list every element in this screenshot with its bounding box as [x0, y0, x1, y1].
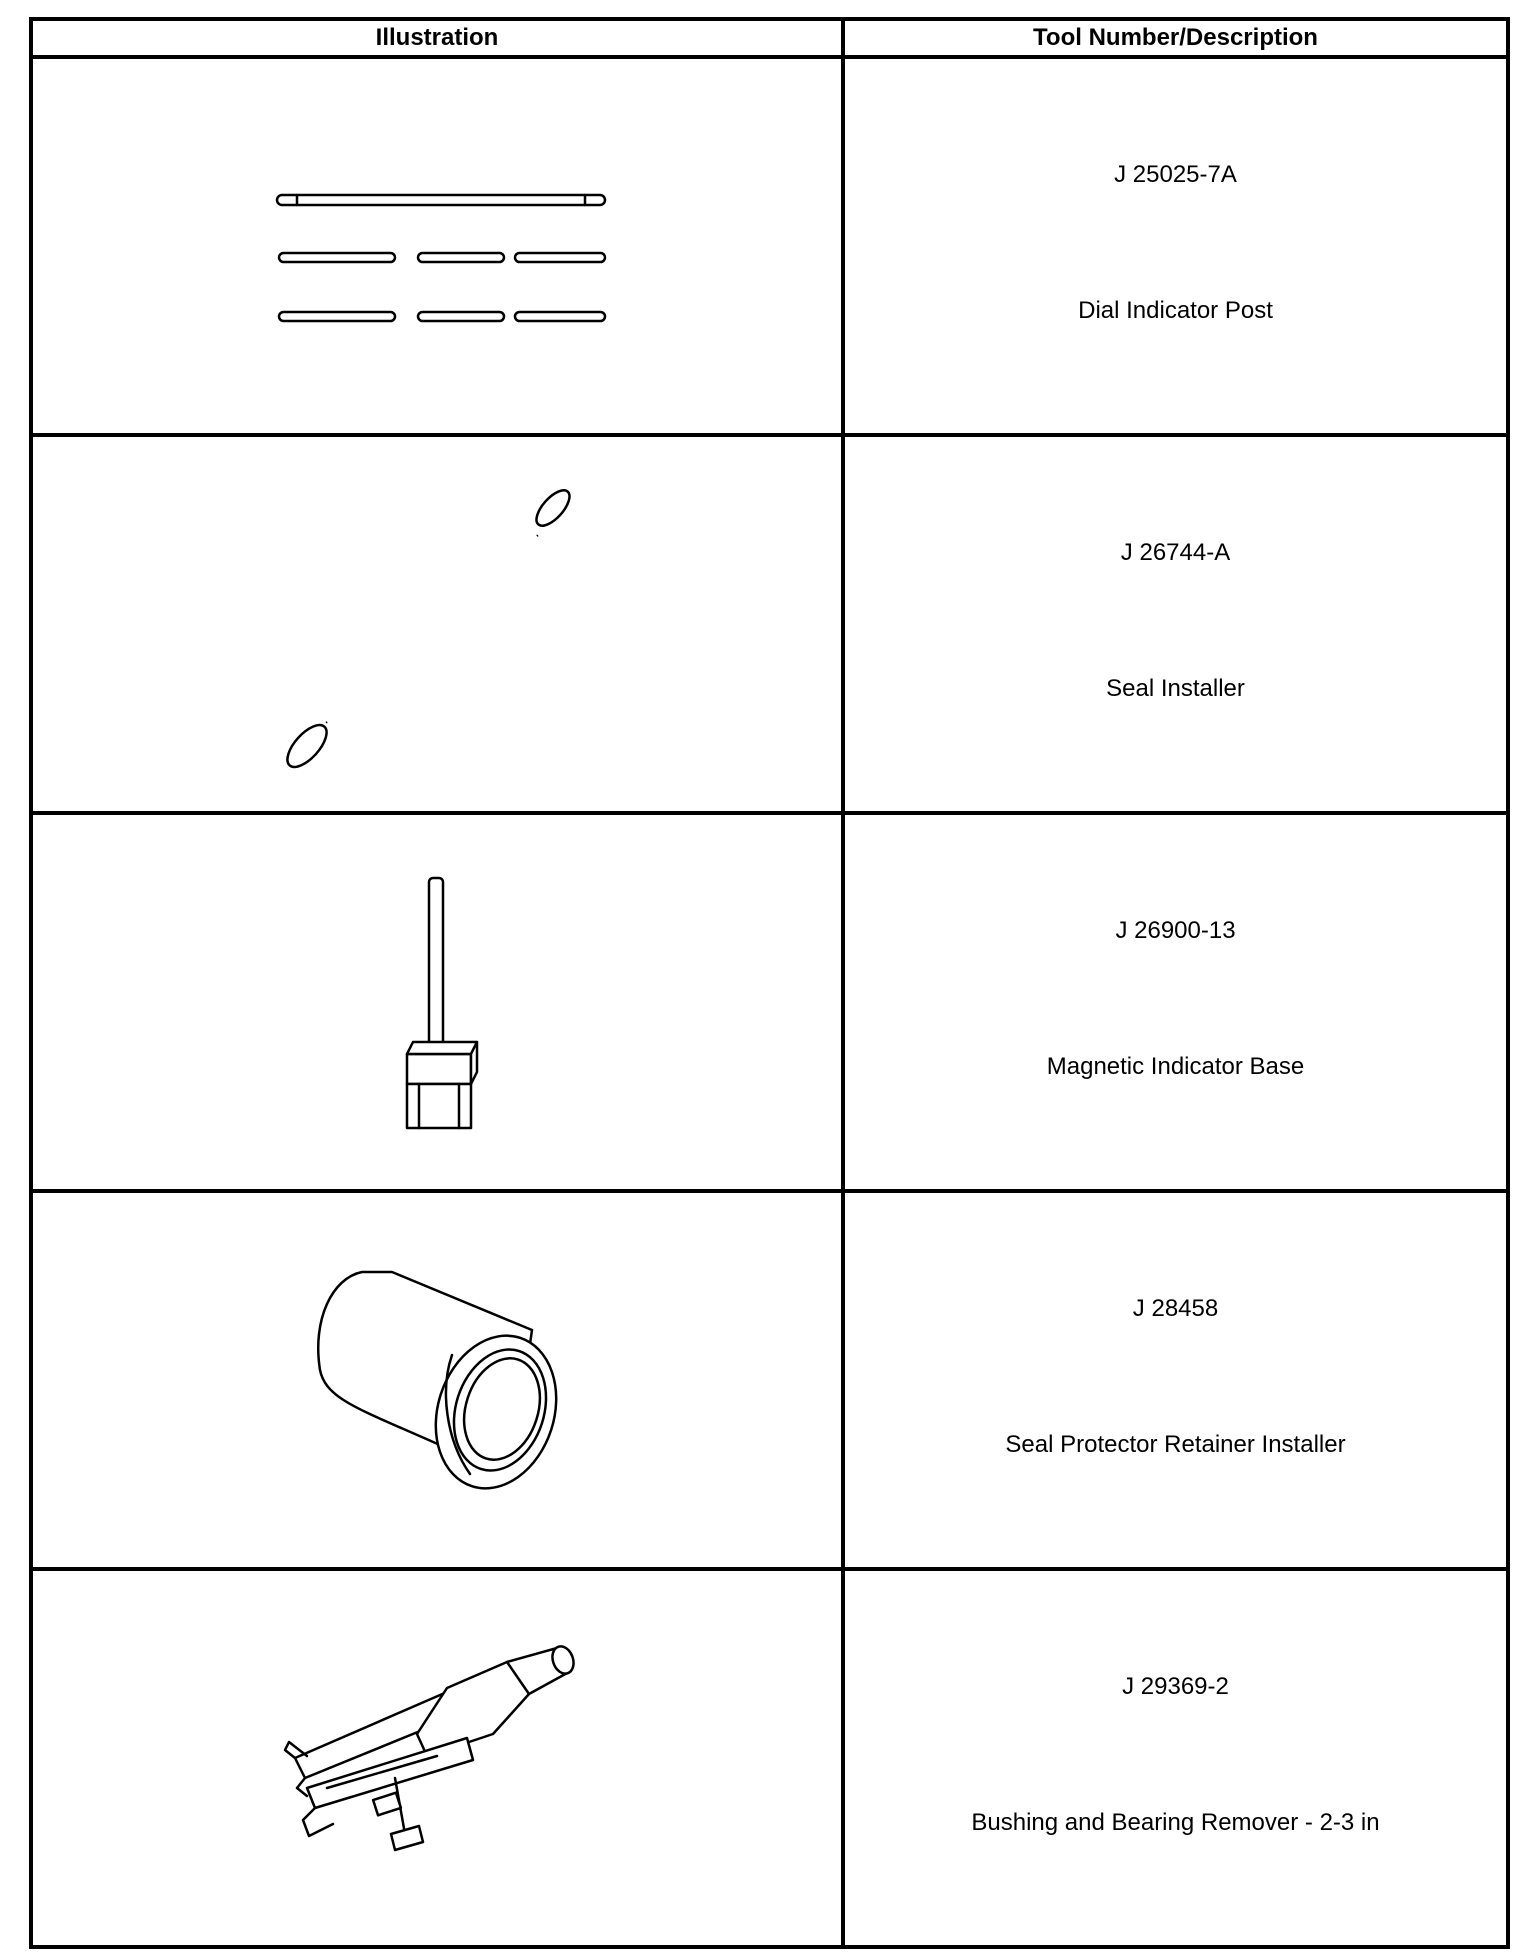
magnetic-indicator-base-icon	[377, 872, 497, 1132]
illustration-cell	[31, 57, 843, 435]
bushing-bearing-remover-icon	[267, 1638, 607, 1878]
tool-header: Tool Number/Description	[843, 19, 1508, 57]
table-row	[31, 813, 1508, 1191]
tool-description: Magnetic Indicator Base	[1046, 1053, 1305, 1080]
description-cell	[843, 1191, 1508, 1569]
table-row	[31, 57, 1508, 435]
tool-description: Bushing and Bearing Remover - 2-3 in	[971, 1809, 1380, 1836]
header-row	[31, 19, 1508, 57]
tool-number: J 29369-2	[1122, 1673, 1229, 1700]
table-row	[31, 435, 1508, 813]
illustration-header: Illustration	[31, 19, 843, 57]
tool-number: J 28458	[1132, 1295, 1219, 1322]
tool-description: Seal Protector Retainer Installer	[1005, 1431, 1346, 1458]
seal-installer-icon	[277, 474, 597, 774]
dial-indicator-post-icon	[257, 166, 617, 326]
description-cell	[843, 813, 1508, 1191]
description-cell	[843, 1569, 1508, 1947]
description-cell	[843, 57, 1508, 435]
description-cell	[843, 435, 1508, 813]
table-row	[31, 1191, 1508, 1569]
table-row	[31, 1569, 1508, 1947]
tool-description: Dial Indicator Post	[1078, 297, 1273, 324]
illustration-cell	[31, 1569, 843, 1947]
illustration-cell	[31, 813, 843, 1191]
illustration-cell	[31, 1191, 843, 1569]
special-tools-table	[29, 17, 1510, 1949]
tool-number: J 25025-7A	[1114, 161, 1237, 188]
tool-number: J 26744-A	[1120, 539, 1231, 566]
tool-number: J 26900-13	[1115, 917, 1236, 944]
tool-description: Seal Installer	[1106, 675, 1245, 702]
illustration-cell	[31, 435, 843, 813]
seal-protector-retainer-installer-icon	[302, 1260, 572, 1500]
